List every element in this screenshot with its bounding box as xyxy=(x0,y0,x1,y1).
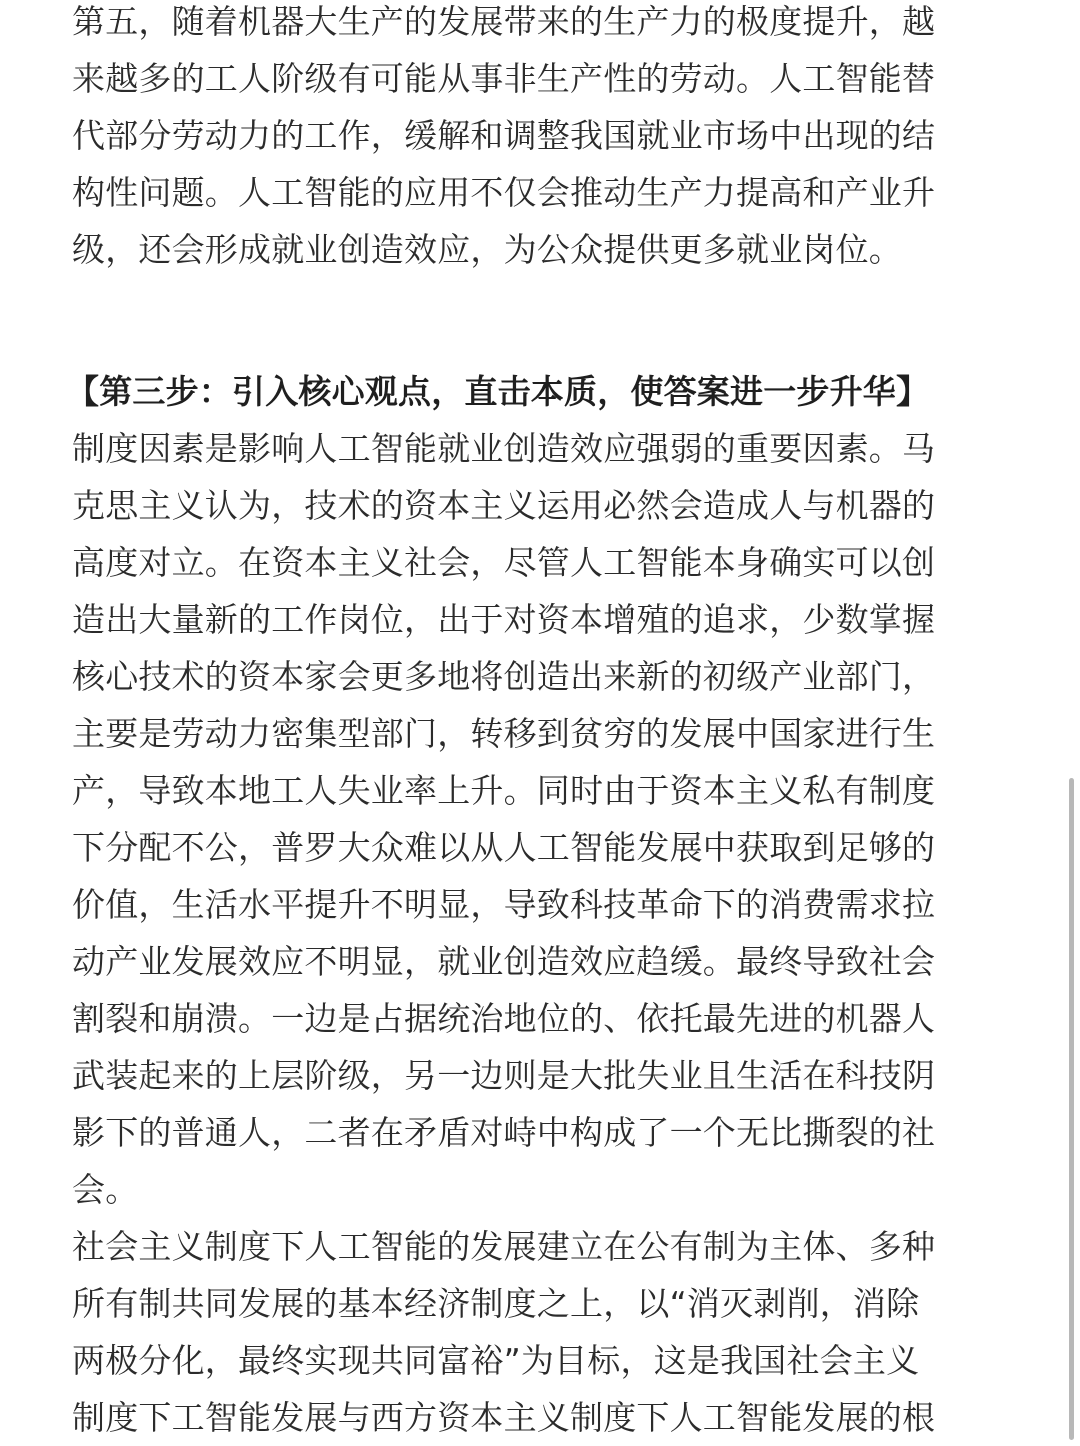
text-line: 主要是劳动力密集型部门，转移到贫穷的发展中国家进行生 xyxy=(72,714,936,753)
vertical-scrollbar[interactable] xyxy=(1069,778,1074,1440)
text-line: 第五，随着机器大生产的发展带来的生产力的极度提升，越 xyxy=(72,2,936,41)
paragraph-spacer xyxy=(72,278,1008,363)
text-line: 造出大量新的工作岗位，出于对资本增殖的追求，少数掌握 xyxy=(72,600,936,639)
text-line: 级，还会形成就业创造效应，为公众提供更多就业岗位。 xyxy=(72,230,902,269)
text-line: 高度对立。在资本主义社会，尽管人工智能本身确实可以创 xyxy=(72,543,936,582)
text-line: 割裂和崩溃。一边是占据统治地位的、依托最先进的机器人 xyxy=(72,999,936,1038)
text-line: 制度下工智能发展与西方资本主义制度下人工智能发展的根 xyxy=(72,1398,936,1437)
text-line: 克思主义认为，技术的资本主义运用必然会造成人与机器的 xyxy=(72,486,936,525)
paragraph-3 xyxy=(72,1218,1008,1446)
text-line: 来越多的工人阶级有可能从事非生产性的劳动。人工智能替 xyxy=(72,59,936,98)
text-line: 武装起来的上层阶级，另一边则是大批失业且生活在科技阴 xyxy=(72,1056,936,1095)
text-line: 代部分劳动力的工作，缓解和调整我国就业市场中出现的结 xyxy=(72,116,936,155)
text-line: 制度因素是影响人工智能就业创造效应强弱的重要因素。马 xyxy=(72,429,936,468)
text-line: 构性问题。人工智能的应用不仅会推动生产力提高和产业升 xyxy=(72,173,936,212)
paragraph-1 xyxy=(72,0,1008,278)
text-line: 两极分化，最终实现共同富裕”为目标，这是我国社会主义 xyxy=(72,1341,920,1380)
text-line: 核心技术的资本家会更多地将创造出来新的初级产业部门， xyxy=(72,657,936,696)
text-line: 下分配不公，普罗大众难以从人工智能发展中获取到足够的 xyxy=(72,828,936,867)
text-line: 动产业发展效应不明显，就业创造效应趋缓。最终导致社会 xyxy=(72,942,936,981)
article-body xyxy=(66,0,1008,1446)
text-line: 影下的普通人，二者在矛盾对峙中构成了一个无比撕裂的社 xyxy=(72,1113,936,1152)
text-line: 会。 xyxy=(72,1170,139,1209)
text-line: 价值，生活水平提升不明显，导致科技革命下的消费需求拉 xyxy=(72,885,936,924)
text-line: 社会主义制度下人工智能的发展建立在公有制为主体、多种 xyxy=(72,1227,936,1266)
paragraph-2 xyxy=(72,420,1008,1218)
section-heading: 【第三步：引入核心观点，直击本质，使答案进一步升华】 xyxy=(66,372,930,411)
text-line: 所有制共同发展的基本经济制度之上，以“消灭剥削，消除 xyxy=(72,1284,920,1323)
text-line: 产，导致本地工人失业率上升。同时由于资本主义私有制度 xyxy=(72,771,936,810)
